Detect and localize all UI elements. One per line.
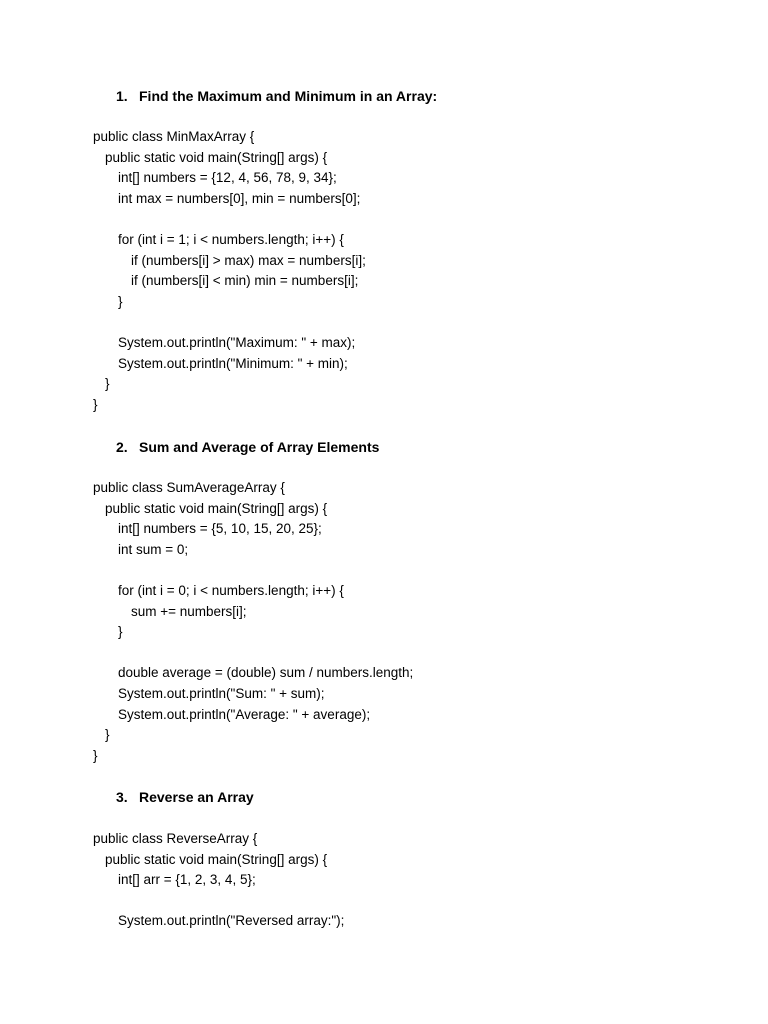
code-line: } xyxy=(93,396,98,412)
code-line-blank xyxy=(93,643,413,664)
code-line: public static void main(String[] args) { xyxy=(105,500,328,516)
code-line: System.out.println("Minimum: " + min); xyxy=(118,355,348,371)
code-line: int[] numbers = {12, 4, 56, 78, 9, 34}; xyxy=(118,170,337,186)
code-line-blank xyxy=(93,209,366,230)
section-2-heading xyxy=(116,437,379,457)
code-block-3 xyxy=(93,829,344,932)
code-line-blank xyxy=(93,560,413,581)
code-block-2 xyxy=(93,478,413,766)
code-line: System.out.println("Average: " + average); xyxy=(118,706,371,722)
section-number: 3. xyxy=(116,789,128,805)
code-line: public class SumAverageArray { xyxy=(93,480,285,495)
section-title: Reverse an Array xyxy=(139,789,254,805)
section-3-heading xyxy=(116,787,254,807)
code-line: } xyxy=(93,747,98,763)
code-line: int[] arr = {1, 2, 3, 4, 5}; xyxy=(118,872,256,888)
code-line: } xyxy=(105,727,110,743)
code-line: int sum = 0; xyxy=(118,541,189,557)
code-line-blank xyxy=(93,312,366,333)
code-line: public static void main(String[] args) { xyxy=(105,851,328,867)
code-line: } xyxy=(118,624,123,640)
code-line-blank xyxy=(93,891,344,912)
code-line: double average = (double) sum / numbers.length; xyxy=(118,665,414,681)
code-line: } xyxy=(105,376,110,392)
code-line: if (numbers[i] < min) min = numbers[i]; xyxy=(131,273,359,289)
section-1-heading xyxy=(116,86,437,106)
code-line: } xyxy=(118,293,123,309)
section-title: Find the Maximum and Minimum in an Array: xyxy=(139,88,438,104)
section-title: Sum and Average of Array Elements xyxy=(139,439,380,455)
code-line: for (int i = 0; i < numbers.length; i++) { xyxy=(118,582,344,598)
code-line: public class MinMaxArray { xyxy=(93,129,255,144)
code-line: int max = numbers[0], min = numbers[0]; xyxy=(118,190,361,206)
code-block-1 xyxy=(93,127,366,415)
section-number: 2. xyxy=(116,439,128,455)
code-line: System.out.println("Maximum: " + max); xyxy=(118,334,356,350)
code-line: for (int i = 1; i < numbers.length; i++) { xyxy=(118,231,344,247)
code-line: public class ReverseArray { xyxy=(93,831,258,846)
code-line: if (numbers[i] > max) max = numbers[i]; xyxy=(131,252,366,268)
code-line: System.out.println("Sum: " + sum); xyxy=(118,685,325,701)
code-line: int[] numbers = {5, 10, 15, 20, 25}; xyxy=(118,521,322,537)
section-number: 1. xyxy=(116,88,128,104)
code-line: sum += numbers[i]; xyxy=(131,603,247,619)
code-line: public static void main(String[] args) { xyxy=(105,149,328,165)
code-line: System.out.println("Reversed array:"); xyxy=(118,913,345,929)
